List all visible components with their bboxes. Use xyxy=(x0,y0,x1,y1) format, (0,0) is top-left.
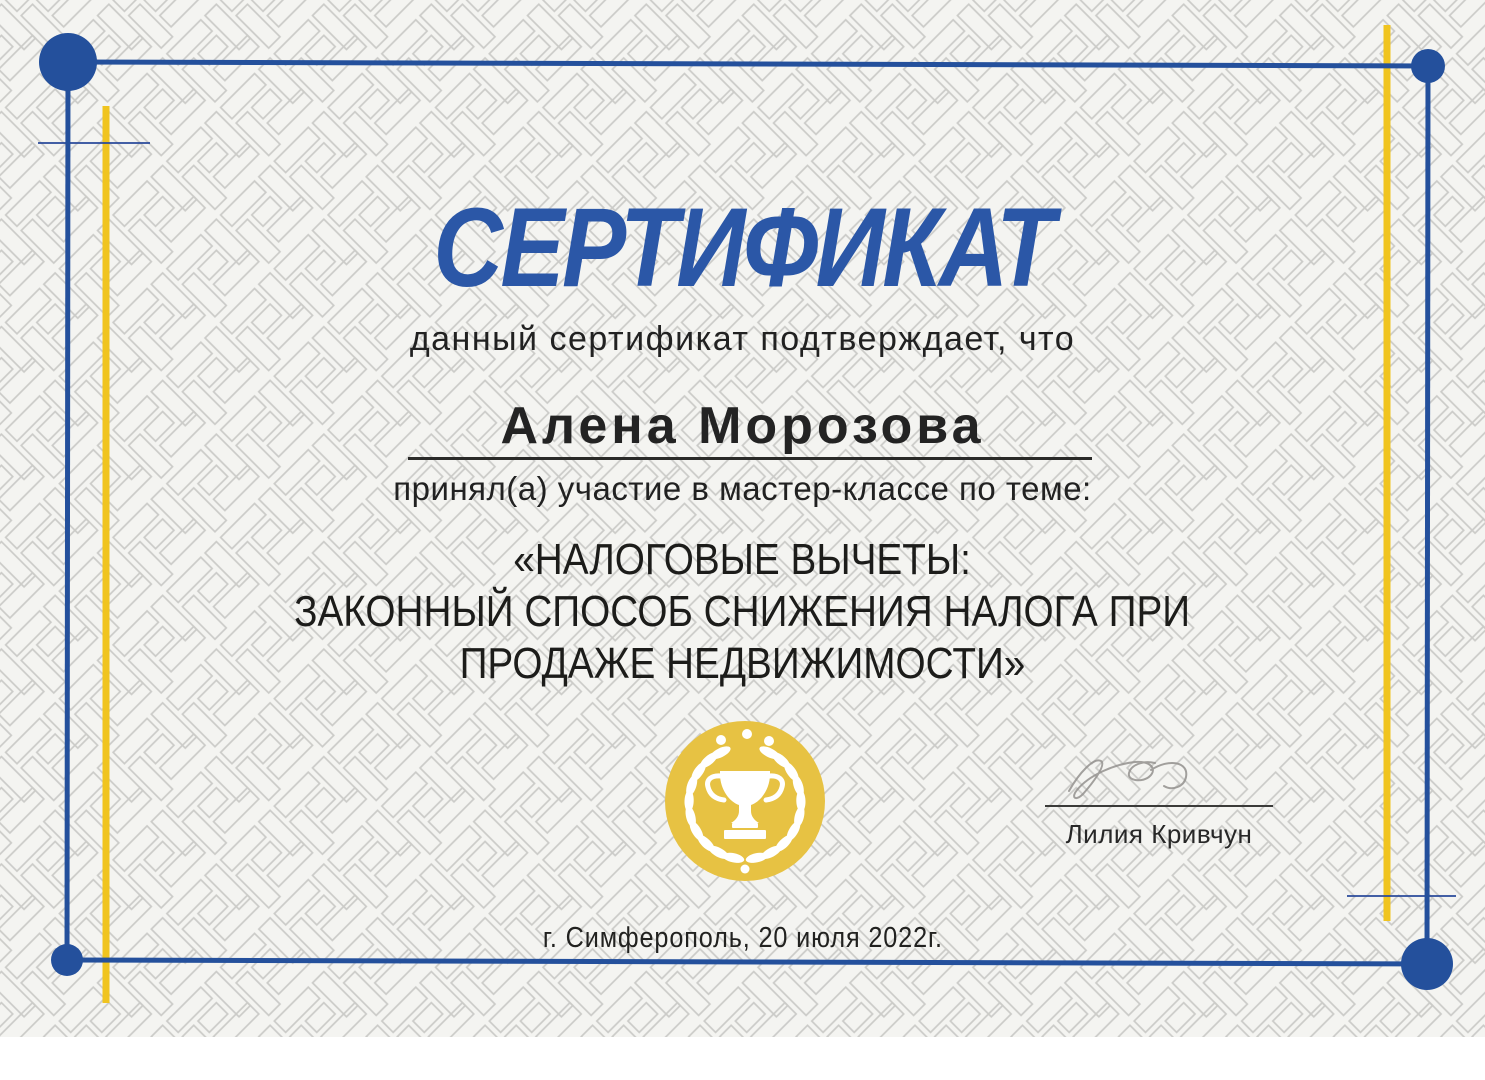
certificate-title xyxy=(0,183,1485,312)
corner-circle-top-left xyxy=(39,33,97,91)
place-date: г. Симферополь, 20 июля 2022г. xyxy=(542,922,943,954)
signer-name: Лилия Кривчун xyxy=(1065,819,1253,849)
signature-line xyxy=(1045,805,1273,807)
corner-circle-top-right xyxy=(1411,49,1445,83)
certificate-title-text: СЕРТИФИКАТ xyxy=(432,185,1053,310)
recipient-name: Алена Морозова xyxy=(500,397,985,455)
recipient-name-underline xyxy=(408,457,1092,460)
topic-line-2: ЗАКОННЫЙ СПОСОБ СНИЖЕНИЯ НАЛОГА ПРИ xyxy=(294,587,1191,636)
topic-line-3: ПРОДАЖЕ НЕДВИЖИМОСТИ» xyxy=(459,639,1026,688)
trophy-laurel-badge-icon xyxy=(660,717,830,887)
participation-line: принял(а) участие в мастер-классе по теме: xyxy=(393,470,1092,507)
intro-line: данный сертификат подтверждает, что xyxy=(409,320,1076,358)
laurel-bottom-dot xyxy=(741,865,750,874)
handwritten-signature-scribble xyxy=(1063,745,1213,803)
topic-line-1: «НАЛОГОВЫЕ ВЫЧЕТЫ: xyxy=(513,535,972,584)
